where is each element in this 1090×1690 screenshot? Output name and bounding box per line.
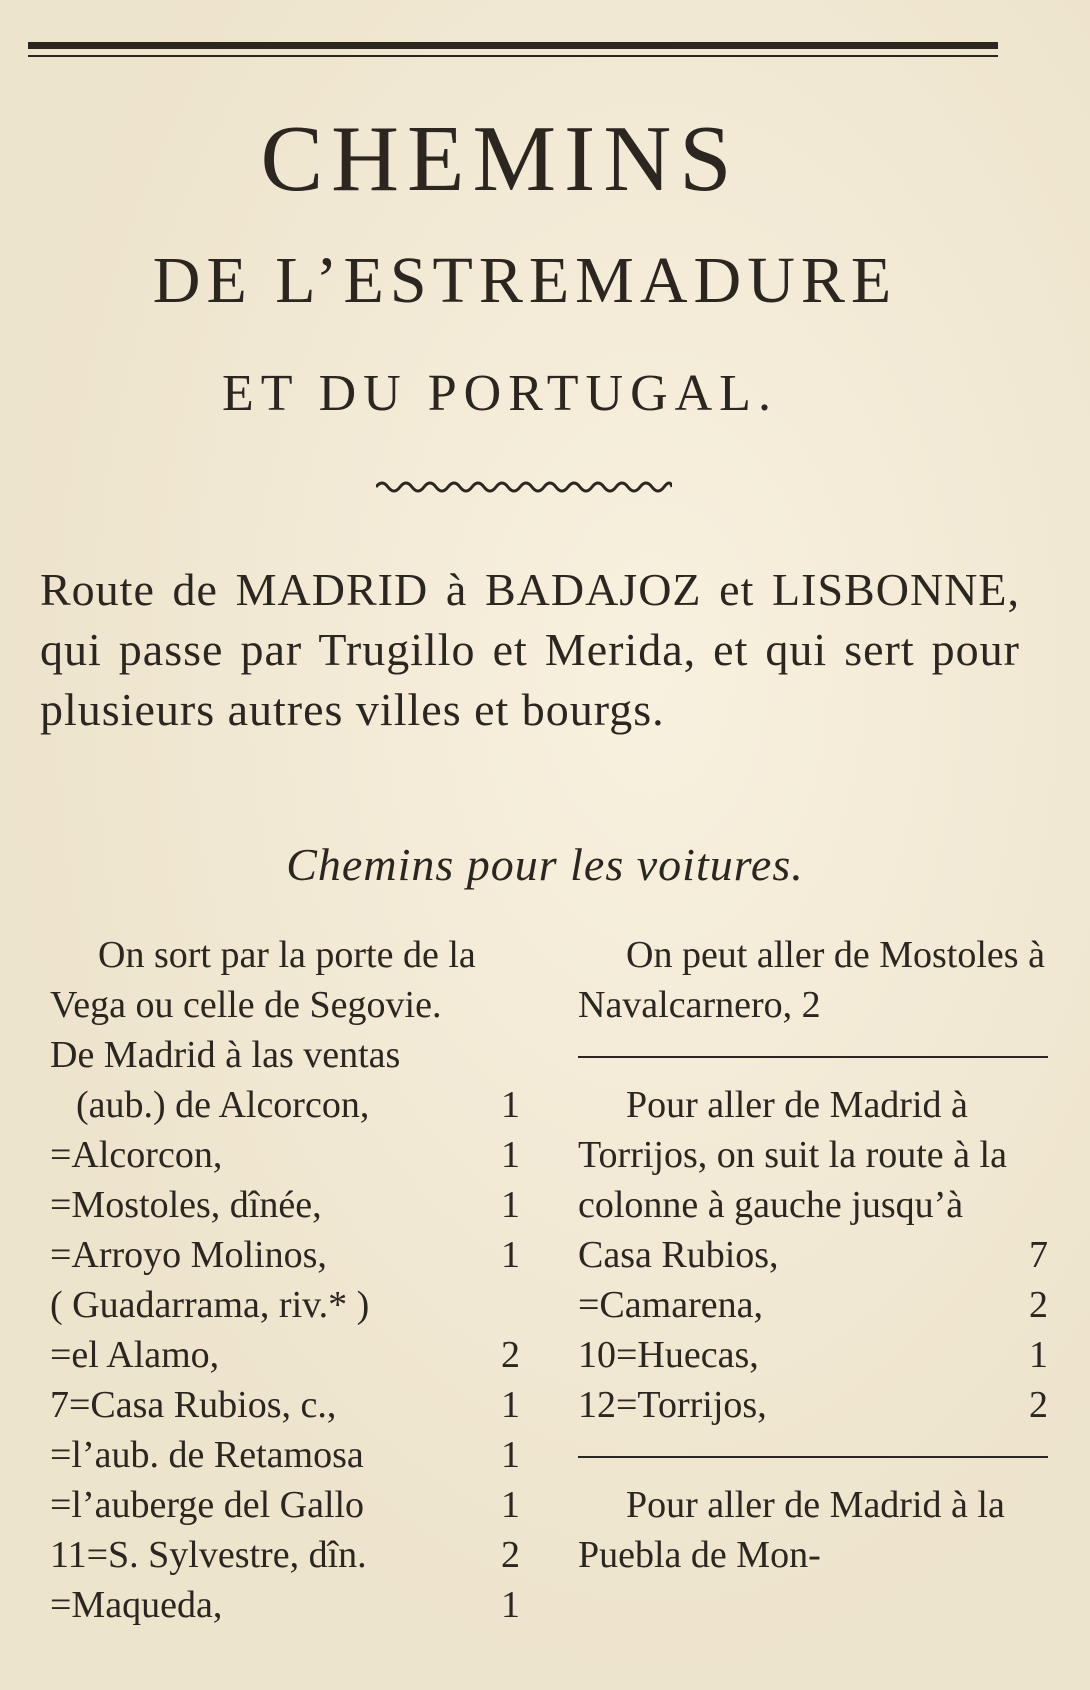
- route-stop-row: [578, 1280, 1048, 1330]
- stop-distance: 1: [501, 1484, 520, 1526]
- stop-distance: 2: [501, 1534, 520, 1576]
- stop-distance: 1: [1029, 1334, 1048, 1376]
- route-stop-row: [50, 1430, 520, 1480]
- stop-place: ( Guadarrama, riv.* ): [50, 1284, 370, 1326]
- section-divider-2: [578, 1456, 1048, 1458]
- torrijos-intro-paragraph: Pour aller de Madrid à Torrijos, on suit la route à la colonne à gauche jusqu’à: [578, 1084, 1007, 1226]
- left-intro-paragraph: On sort par la porte de la Vega ou celle de Segovie.: [50, 934, 476, 1026]
- route-stop-row: [578, 1380, 1048, 1430]
- title-line-2: DE L’ESTREMADURE: [152, 244, 898, 317]
- stop-place: 11=S. Sylvestre, dîn.: [50, 1534, 367, 1576]
- stop-distance: 2: [501, 1334, 520, 1376]
- route-stop-row: [578, 1230, 1048, 1280]
- stop-distance: 1: [501, 1584, 520, 1626]
- route-stop-row: [50, 1280, 520, 1330]
- stop-place: 12=Torrijos,: [578, 1384, 767, 1426]
- route-stop-row: [50, 1380, 520, 1430]
- route-stop-row: [50, 1330, 520, 1380]
- stop-place: =l’auberge del Gallo: [50, 1484, 365, 1526]
- right-column: [578, 930, 1048, 1580]
- stop-place: 7=Casa Rubios, c.,: [50, 1384, 337, 1426]
- stop-place: =l’aub. de Retamosa: [50, 1434, 364, 1476]
- stop-distance: 1: [501, 1134, 520, 1176]
- wavy-ornament-divider: [376, 478, 672, 496]
- route-stop-row: [578, 1330, 1048, 1380]
- title-line-1: CHEMINS: [260, 107, 740, 211]
- section-subheading: Chemins pour les voitures.: [286, 839, 804, 890]
- stop-distance: 2: [1029, 1284, 1048, 1326]
- section-divider-1: [578, 1056, 1048, 1058]
- route-stop-list: [50, 1080, 520, 1630]
- route-stop-row: [50, 1080, 520, 1130]
- puebla-intro-paragraph: Pour aller de Madrid à la Puebla de Mon-: [578, 1484, 1005, 1576]
- stop-distance: 1: [501, 1084, 520, 1126]
- stop-place: =Mostoles, dînée,: [50, 1184, 322, 1226]
- stop-distance: 1: [501, 1434, 520, 1476]
- stop-place: =Maqueda,: [50, 1584, 223, 1626]
- stop-distance: 1: [501, 1184, 520, 1226]
- stop-distance: 7: [1029, 1234, 1048, 1276]
- stop-place: =Camarena,: [578, 1284, 763, 1326]
- route-stop-row: [50, 1580, 520, 1630]
- stop-place: Casa Rubios,: [578, 1234, 779, 1276]
- top-rule-thick: [28, 42, 998, 49]
- route-stop-row: [50, 1130, 520, 1180]
- top-rule-thin: [28, 55, 998, 57]
- route-intro-paragraph: Route de MADRID à BADAJOZ et LISBONNE, qui passe par Trugillo et Merida, et qui sert pour plusieurs autres villes et bourgs.: [40, 564, 1020, 735]
- route-stop-row: [50, 1480, 520, 1530]
- torrijos-stop-list: [578, 1230, 1048, 1430]
- title-line-3: ET DU PORTUGAL.: [222, 365, 778, 422]
- stop-distance: 2: [1029, 1384, 1048, 1426]
- route-start-line: De Madrid à las ventas: [50, 1034, 401, 1076]
- route-stop-row: [50, 1180, 520, 1230]
- left-column: [50, 930, 520, 1630]
- stop-place: 10=Huecas,: [578, 1334, 759, 1376]
- stop-place: =Alcorcon,: [50, 1134, 223, 1176]
- stop-place: =el Alamo,: [50, 1334, 220, 1376]
- stop-distance: 1: [501, 1384, 520, 1426]
- navalcarnero-note: On peut aller de Mostoles à Navalcarnero, 2: [578, 934, 1045, 1026]
- stop-distance: 1: [501, 1234, 520, 1276]
- stop-place: (aub.) de Alcorcon,: [76, 1084, 370, 1126]
- route-stop-row: [50, 1230, 520, 1280]
- route-stop-row: [50, 1530, 520, 1580]
- stop-place: =Arroyo Molinos,: [50, 1234, 327, 1276]
- top-double-rule: [28, 22, 998, 62]
